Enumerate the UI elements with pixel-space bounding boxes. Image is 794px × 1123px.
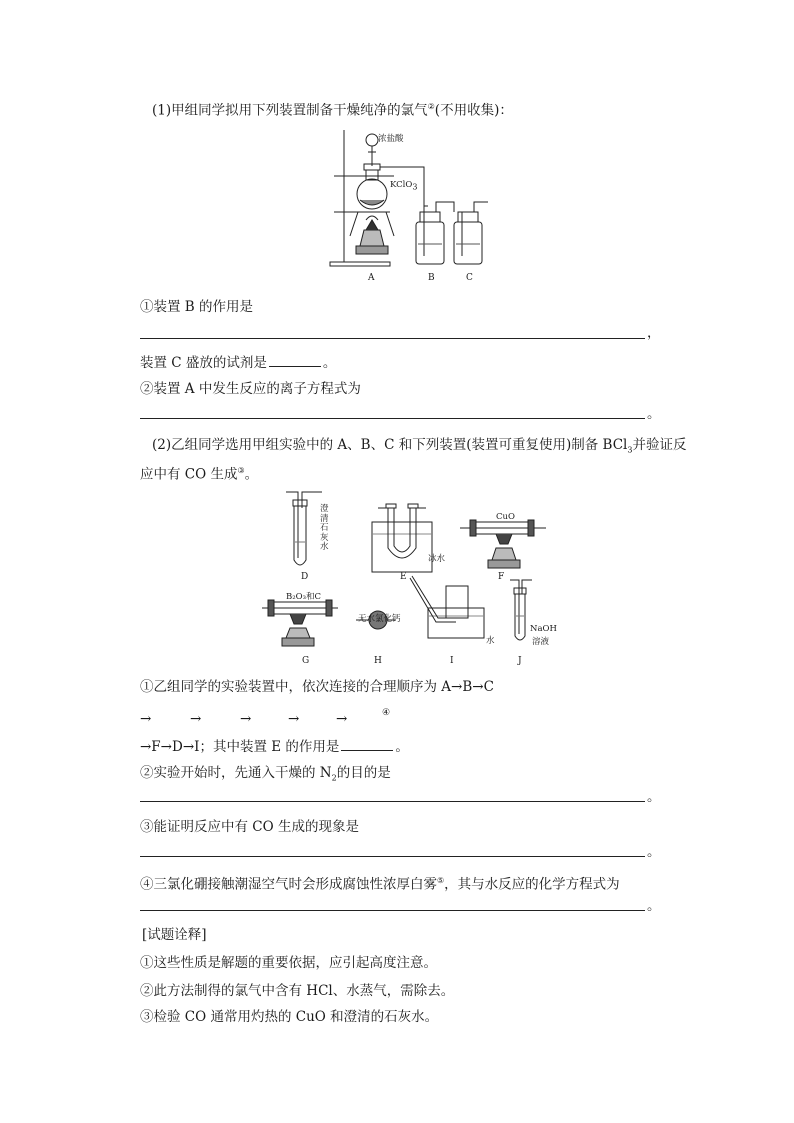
punct-period-4: 。 [647,898,661,914]
apparatus-J [510,580,532,640]
stand-base [330,262,390,266]
arrow-2: → [190,711,202,727]
part2-q1-line3: →F→D→I；其中装置 E 的作用是 。 [140,736,409,756]
arrow-4: → [288,711,300,727]
arrow-5: → [336,711,348,727]
label-anhydrous-cacl2: 无水氯化钙 [358,614,401,624]
arrow-3: → [240,711,252,727]
note-item-2: ②此方法制得的氯气中含有 HCl、水蒸气，需除去。 [140,983,455,999]
label-naoh: NaOH [530,624,557,634]
part1-q1b: 装置 C 盛放的试剂是 。 [140,352,336,372]
punct-period-3: 。 [647,844,661,860]
answer-line-5[interactable] [140,910,645,911]
answer-line-4[interactable] [140,856,645,857]
part1-q1: ①装置 B 的作用是 [140,299,254,315]
part2-intro-line2: 应中有 CO 生成③。 [140,466,259,483]
notes-heading: [试题诠释] [142,927,207,943]
note-item-3: ③检验 CO 通常用灼热的 CuO 和澄清的石灰水。 [140,1009,439,1025]
figure-bcl3-apparatus [260,488,560,648]
part2-q3: ③能证明反应中有 CO 生成的现象是 [140,819,359,835]
label-ice-water: 冰水 [428,554,446,564]
answer-blank-e[interactable] [341,736,393,751]
apparatus-I [410,576,484,638]
label-b2o3-c: B₂O₃和C [286,592,322,602]
figure-chlorine-apparatus [320,126,500,271]
part2-q4: ④三氯化硼接触潮湿空气时会形成腐蚀性浓厚白雾⑤，其与水反应的化学方程式为 [140,876,620,893]
punct-comma: ， [647,325,661,341]
caption-G: G [302,656,310,666]
caption-D: D [301,572,309,582]
answer-line-1[interactable] [140,338,645,339]
label-cuo: CuO [496,512,515,522]
caption-B: B [428,273,435,283]
part2-q2: ②实验开始时，先通入干燥的 $N_2$的目的是 [140,765,391,783]
label-kclo3: KClO3 [390,180,418,192]
caption-A: A [368,273,375,283]
part1-intro: (1)甲组同学拟用下列装置制备干燥纯净的氯气②(不用收集)： [152,102,513,119]
caption-J: J [518,656,522,666]
apparatus-E [372,504,432,572]
answer-blank-c[interactable] [269,352,321,367]
arrows-mark: ④ [382,708,391,718]
apparatus-G [262,600,338,646]
part1-q2: ②装置 A 中发生反应的离子方程式为 [140,381,361,397]
caption-C: C [466,273,473,283]
label-water: 水 [486,636,495,646]
answer-line-3[interactable] [140,801,645,802]
punct-period-2: 。 [647,789,661,805]
caption-E: E [400,572,407,582]
label-conc-hcl: 浓盐酸 [378,134,404,144]
answer-line-2[interactable] [140,418,645,419]
caption-H: H [374,656,382,666]
part2-intro-line1: (2)乙组同学选用甲组实验中的 A、B、C 和下列装置(装置可重复使用)制备 BCl$_3$并验证反 [152,437,687,455]
part2-q1: ①乙组同学的实验装置中，依次连接的合理顺序为 A→B→C [140,679,494,695]
caption-I: I [450,656,454,666]
apparatus-F [460,520,546,568]
arrow-1: → [140,711,152,727]
note-item-1: ①这些性质是解题的重要依据，应引起高度注意。 [140,955,437,971]
label-limewater: 澄 清 石 灰 水 [320,504,329,552]
label-solution: 溶液 [532,637,550,647]
caption-F: F [498,572,505,582]
punct-period: 。 [647,406,661,422]
apparatus-D [286,492,322,565]
